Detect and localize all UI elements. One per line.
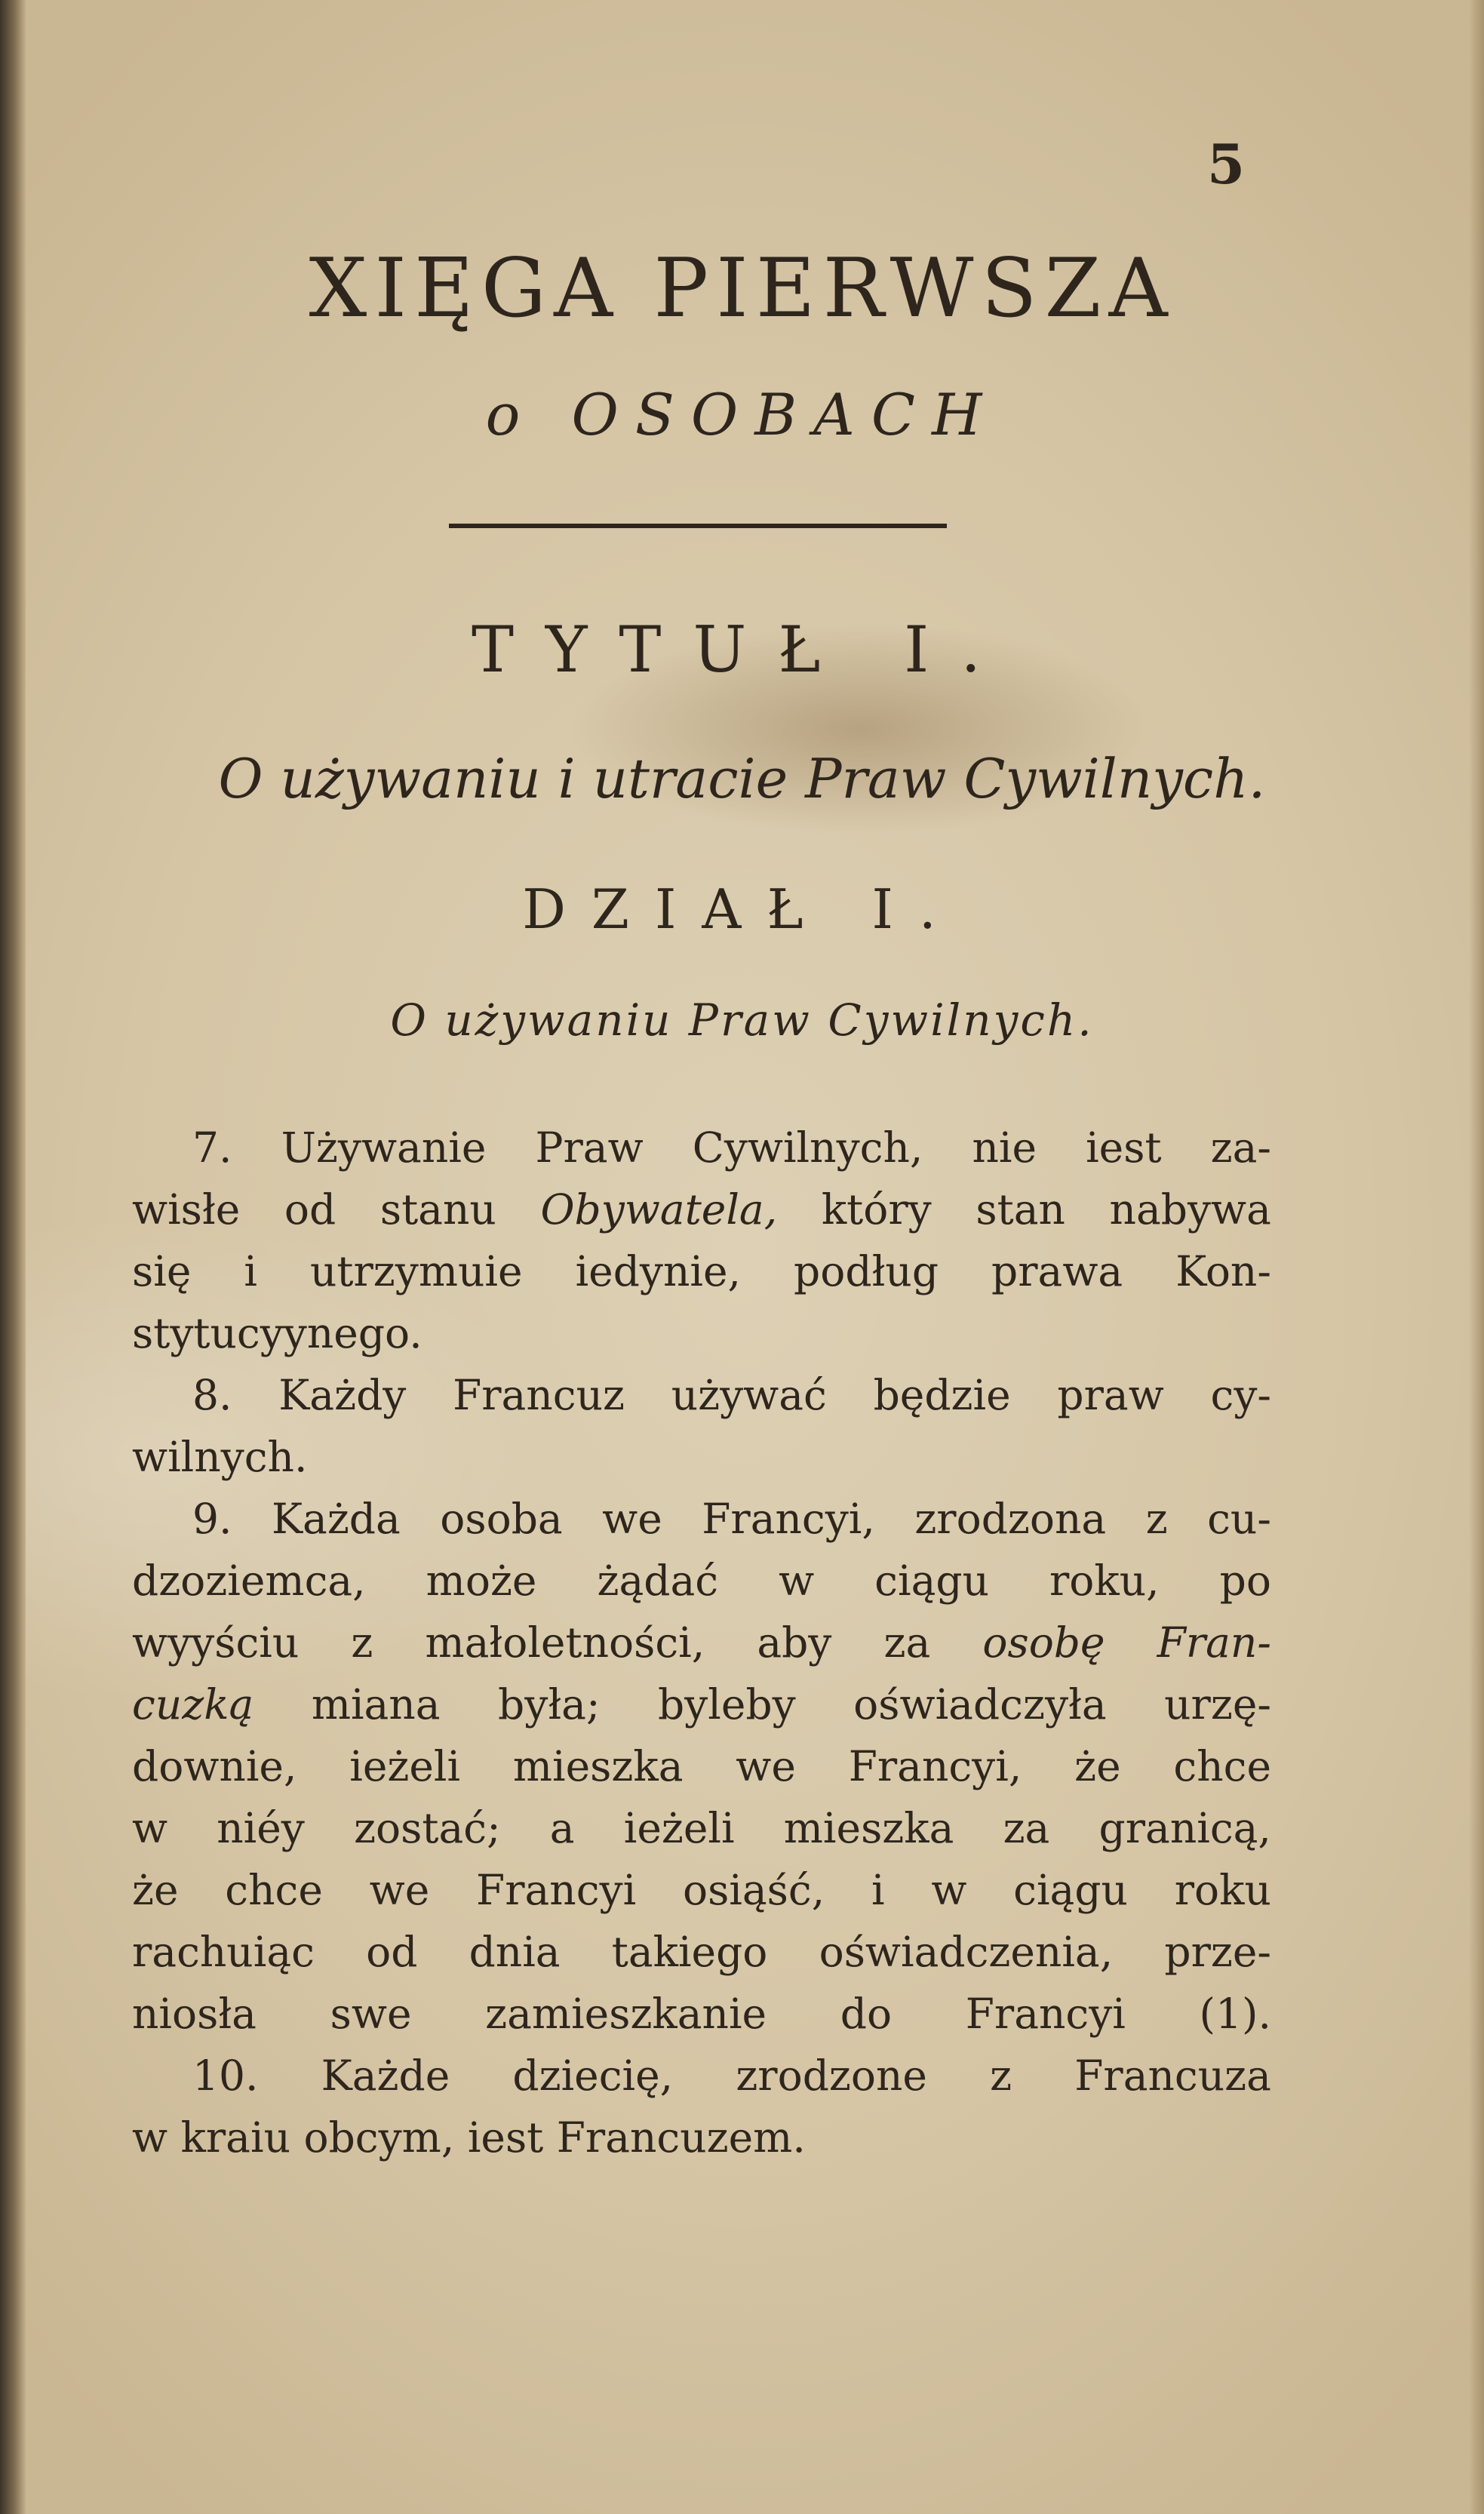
word: Fran- xyxy=(1157,1618,1271,1667)
text-line xyxy=(132,1612,1271,1673)
word: używać xyxy=(671,1371,827,1419)
word: cu- xyxy=(1207,1495,1271,1543)
text-line xyxy=(132,1117,1271,1179)
word: roku, xyxy=(1049,1557,1160,1605)
word: zrodzone xyxy=(736,2051,927,2100)
word: obcym, xyxy=(303,2113,455,2162)
word: Cywilnych, xyxy=(692,1123,923,1172)
word: może xyxy=(426,1557,537,1605)
book-subtitle: o OSOBACH xyxy=(485,381,999,448)
word: była; xyxy=(498,1680,601,1729)
word: niosła xyxy=(132,1990,257,2038)
word: dziecię, xyxy=(512,2051,674,2100)
word: osiąść, xyxy=(682,1866,825,1914)
word: dnia xyxy=(469,1928,561,1976)
word: Praw xyxy=(535,1123,644,1172)
text-line xyxy=(132,1240,1271,1302)
word: nie xyxy=(972,1123,1037,1172)
word: w xyxy=(931,1866,967,1914)
word: Francyi, xyxy=(848,1742,1022,1790)
word: oświadczyła xyxy=(853,1680,1107,1729)
word: i xyxy=(244,1247,257,1295)
title-heading: TYTUŁ I. xyxy=(471,613,1013,687)
word: Obywatela, xyxy=(540,1185,778,1234)
word: Francyi xyxy=(965,1990,1126,2038)
word: niéy xyxy=(217,1804,305,1852)
word: urzę- xyxy=(1164,1680,1271,1729)
word: po xyxy=(1219,1557,1271,1605)
word: Każde xyxy=(321,2051,450,2100)
word: byleby xyxy=(657,1680,796,1729)
word: do xyxy=(840,1990,893,2038)
word: stytucyynego. xyxy=(132,1309,422,1357)
word: z xyxy=(1145,1495,1168,1543)
word: (1). xyxy=(1199,1990,1271,2038)
word: w xyxy=(132,2113,168,2162)
word: Kon- xyxy=(1175,1247,1271,1295)
word: cuzką xyxy=(132,1680,254,1729)
section-heading: DZIAŁ I. xyxy=(522,877,962,941)
word: z xyxy=(990,2051,1012,2100)
page-number: 5 xyxy=(1207,132,1246,196)
word: z xyxy=(351,1618,373,1667)
word: we xyxy=(602,1495,662,1543)
word: w xyxy=(779,1557,815,1605)
text-line xyxy=(132,1921,1271,1983)
word: wisłe xyxy=(132,1185,241,1234)
text-line xyxy=(132,1859,1271,1921)
page-edge xyxy=(1469,0,1484,2514)
book-title: XIĘGA PIERWSZA xyxy=(309,241,1175,336)
word: ciągu xyxy=(1013,1866,1128,1914)
word: Każdy xyxy=(278,1371,407,1419)
word: stanu xyxy=(379,1185,496,1234)
text-line xyxy=(132,2045,1271,2107)
word: mieszka xyxy=(512,1742,684,1790)
text-line xyxy=(132,1302,1271,1364)
word: kraiu xyxy=(180,2113,290,2162)
word: roku xyxy=(1174,1866,1271,1914)
text-line xyxy=(132,1673,1271,1735)
word: 9. xyxy=(192,1495,232,1543)
divider-rule xyxy=(449,524,947,528)
word: 7. xyxy=(192,1123,232,1172)
word: osoba xyxy=(440,1495,563,1543)
text-line xyxy=(132,1550,1271,1612)
word: utrzymuie xyxy=(309,1247,523,1295)
word: ciągu xyxy=(874,1557,989,1605)
word: stan xyxy=(976,1185,1065,1234)
word: wyyściu xyxy=(132,1618,300,1667)
word: 8. xyxy=(192,1371,232,1419)
word: Francuzem. xyxy=(556,2113,806,2162)
word: żądać xyxy=(597,1557,719,1605)
text-line xyxy=(132,1426,1271,1488)
word: we xyxy=(369,1866,430,1914)
text-line xyxy=(132,1735,1271,1797)
text-line xyxy=(132,1364,1271,1426)
word: rachuiąc xyxy=(132,1928,315,1976)
word: praw xyxy=(1057,1371,1164,1419)
text-line xyxy=(132,2107,1271,2168)
word: podług xyxy=(794,1247,939,1295)
word: za xyxy=(883,1618,931,1667)
word: małoletności, xyxy=(425,1618,705,1667)
word: we xyxy=(736,1742,796,1790)
word: że xyxy=(1074,1742,1121,1790)
word: i xyxy=(871,1866,885,1914)
word: miana xyxy=(311,1680,441,1729)
word: Francuza xyxy=(1074,2051,1271,2100)
word: ieżeli xyxy=(349,1742,461,1790)
word: iest xyxy=(1086,1123,1162,1172)
word: za xyxy=(1003,1804,1050,1852)
text-line xyxy=(132,1797,1271,1859)
word: prawa xyxy=(991,1247,1123,1295)
word: 10. xyxy=(192,2051,259,2100)
word: za- xyxy=(1210,1123,1271,1172)
word: zrodzona xyxy=(914,1495,1107,1543)
word: granicą, xyxy=(1098,1804,1271,1852)
word: nabywa xyxy=(1109,1185,1271,1234)
word: osobę xyxy=(982,1618,1105,1667)
word: w xyxy=(132,1804,168,1852)
word: chce xyxy=(1173,1742,1271,1790)
word: downie, xyxy=(132,1742,297,1790)
book-spine xyxy=(0,0,26,2514)
section-name: O używaniu Praw Cywilnych. xyxy=(390,994,1094,1046)
word: a xyxy=(549,1804,575,1852)
word: że xyxy=(132,1866,179,1914)
text-line xyxy=(132,1983,1271,2045)
word: Francuz xyxy=(453,1371,625,1419)
word: zamieszkanie xyxy=(485,1990,767,2038)
word: Francyi, xyxy=(702,1495,875,1543)
word: który xyxy=(821,1185,932,1234)
word: od xyxy=(284,1185,336,1234)
word: mieszka xyxy=(783,1804,954,1852)
body-text xyxy=(132,1117,1271,2168)
text-line xyxy=(132,1488,1271,1550)
word: Francyi xyxy=(476,1866,637,1914)
word: prze- xyxy=(1164,1928,1271,1976)
word: aby xyxy=(757,1618,832,1667)
word: od xyxy=(366,1928,418,1976)
text-line xyxy=(132,1179,1271,1240)
word: się xyxy=(132,1247,192,1295)
word: zostać; xyxy=(354,1804,501,1852)
word: Używanie xyxy=(281,1123,487,1172)
word: iest xyxy=(467,2113,544,2162)
word: swe xyxy=(330,1990,412,2038)
word: cy- xyxy=(1210,1371,1271,1419)
word: Każda xyxy=(271,1495,401,1543)
word: iedynie, xyxy=(575,1247,742,1295)
word: takiego xyxy=(611,1928,768,1976)
word: ieżeli xyxy=(623,1804,735,1852)
word: wilnych. xyxy=(132,1433,308,1481)
word: chce xyxy=(225,1866,323,1914)
title-name: O używaniu i utracie Praw Cywilnych. xyxy=(218,747,1266,810)
word: dzoziemca, xyxy=(132,1557,366,1605)
word: oświadczenia, xyxy=(819,1928,1114,1976)
word: będzie xyxy=(873,1371,1011,1419)
